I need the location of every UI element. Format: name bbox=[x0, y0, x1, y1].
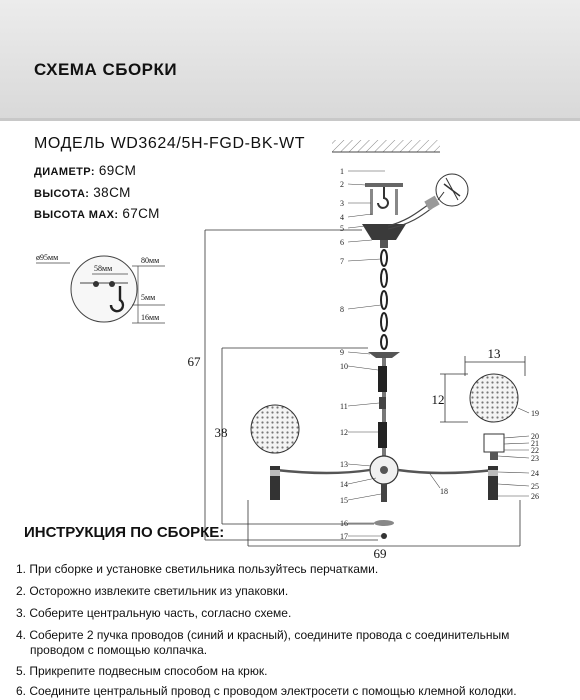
part-label: 17 bbox=[340, 532, 348, 541]
part-label: 21 bbox=[531, 439, 539, 448]
ceiling-hatch bbox=[332, 140, 440, 152]
screw-right bbox=[395, 189, 398, 215]
dim-13-label: 13 bbox=[487, 346, 501, 361]
mounting-plate bbox=[365, 183, 403, 187]
part-label: 4 bbox=[340, 213, 344, 222]
spec-diameter-value: 69СМ bbox=[98, 163, 137, 178]
upper-cap bbox=[368, 352, 400, 358]
part-label: 20 bbox=[531, 432, 539, 441]
spec-height-max-label: ВЫСОТА MAX: bbox=[34, 209, 119, 221]
instruction-step: 2. Осторожно извлеките светильник из упаковки. bbox=[16, 584, 289, 598]
spec-height-label: ВЫСОТА: bbox=[34, 188, 90, 200]
instruction-step: 5. Прикрепите подвесным способом на крюк. bbox=[16, 664, 268, 678]
part-label: 14 bbox=[340, 480, 348, 489]
part-label: 5 bbox=[340, 224, 344, 233]
chain bbox=[381, 250, 387, 349]
part-label: 22 bbox=[531, 446, 539, 455]
arm-right bbox=[398, 470, 494, 473]
mount-16-label: 16мм bbox=[141, 313, 160, 322]
mount-80-label: 80мм bbox=[141, 256, 160, 265]
shade-right bbox=[470, 374, 518, 422]
dimension-total-height bbox=[205, 230, 378, 540]
socket-cup bbox=[484, 434, 504, 452]
part-label: 23 bbox=[531, 454, 539, 463]
dim-38-label: 38 bbox=[214, 425, 228, 440]
dim-12-label: 12 bbox=[431, 392, 445, 407]
mount-58-label: 58мм bbox=[94, 264, 113, 273]
model-label: МОДЕЛЬ WD3624/5H-FGD-BK-WT bbox=[34, 135, 306, 152]
part-label: 25 bbox=[531, 482, 539, 491]
part-label: 6 bbox=[340, 238, 344, 247]
part-label: 8 bbox=[340, 305, 344, 314]
bottom-cap bbox=[374, 520, 394, 526]
part-label: 10 bbox=[340, 362, 348, 371]
part-label: 12 bbox=[340, 428, 348, 437]
part-label: 18 bbox=[440, 487, 448, 496]
spec-height-max-value: 67СМ bbox=[122, 206, 160, 221]
rod-sleeve-2 bbox=[378, 422, 387, 448]
part-label: 19 bbox=[531, 409, 539, 418]
hook bbox=[378, 187, 388, 208]
instructions-title: ИНСТРУКЦИЯ ПО СБОРКЕ: bbox=[24, 524, 225, 541]
shade-left bbox=[251, 405, 299, 453]
part-label: 3 bbox=[340, 199, 344, 208]
dim-67-label: 67 bbox=[187, 354, 201, 369]
mount-5-label: 5мм bbox=[141, 293, 156, 302]
arm-left bbox=[276, 470, 370, 473]
terminal-block bbox=[424, 196, 439, 211]
instruction-step: 3. Соберите центральную часть, согласно схеме. bbox=[16, 606, 292, 620]
part-label: 9 bbox=[340, 348, 344, 357]
part-label: 26 bbox=[531, 492, 539, 501]
instruction-step: 4. Соберите 2 пучка проводов (синий и красный), соедините провода с соединительным bbox=[16, 628, 510, 642]
dim-69-label: 69 bbox=[373, 546, 387, 561]
spec-diameter-label: ДИАМЕТР: bbox=[34, 166, 95, 178]
part-label: 24 bbox=[531, 469, 539, 478]
part-label: 2 bbox=[340, 180, 344, 189]
instruction-step-continued: проводом с помощью колпачка. bbox=[30, 643, 208, 657]
part-label: 1 bbox=[340, 167, 344, 176]
part-label: 7 bbox=[340, 257, 344, 266]
mount-dia-label: ø95мм bbox=[36, 253, 59, 262]
rod-sleeve-1 bbox=[378, 366, 387, 392]
instruction-step: 1. При сборке и установке светильника пользуйтесь перчатками. bbox=[16, 562, 379, 576]
instruction-step: 6. Соедините центральный провод с проводом электросети с помощью клемной колодки. bbox=[16, 684, 517, 698]
part-label: 16 bbox=[340, 519, 348, 528]
part-label: 15 bbox=[340, 496, 348, 505]
part-label: 13 bbox=[340, 460, 348, 469]
page-title: СХЕМА СБОРКИ bbox=[34, 60, 178, 79]
screw-left bbox=[370, 189, 373, 215]
spec-height-value: 38СМ bbox=[93, 185, 131, 200]
part-label: 11 bbox=[340, 402, 348, 411]
